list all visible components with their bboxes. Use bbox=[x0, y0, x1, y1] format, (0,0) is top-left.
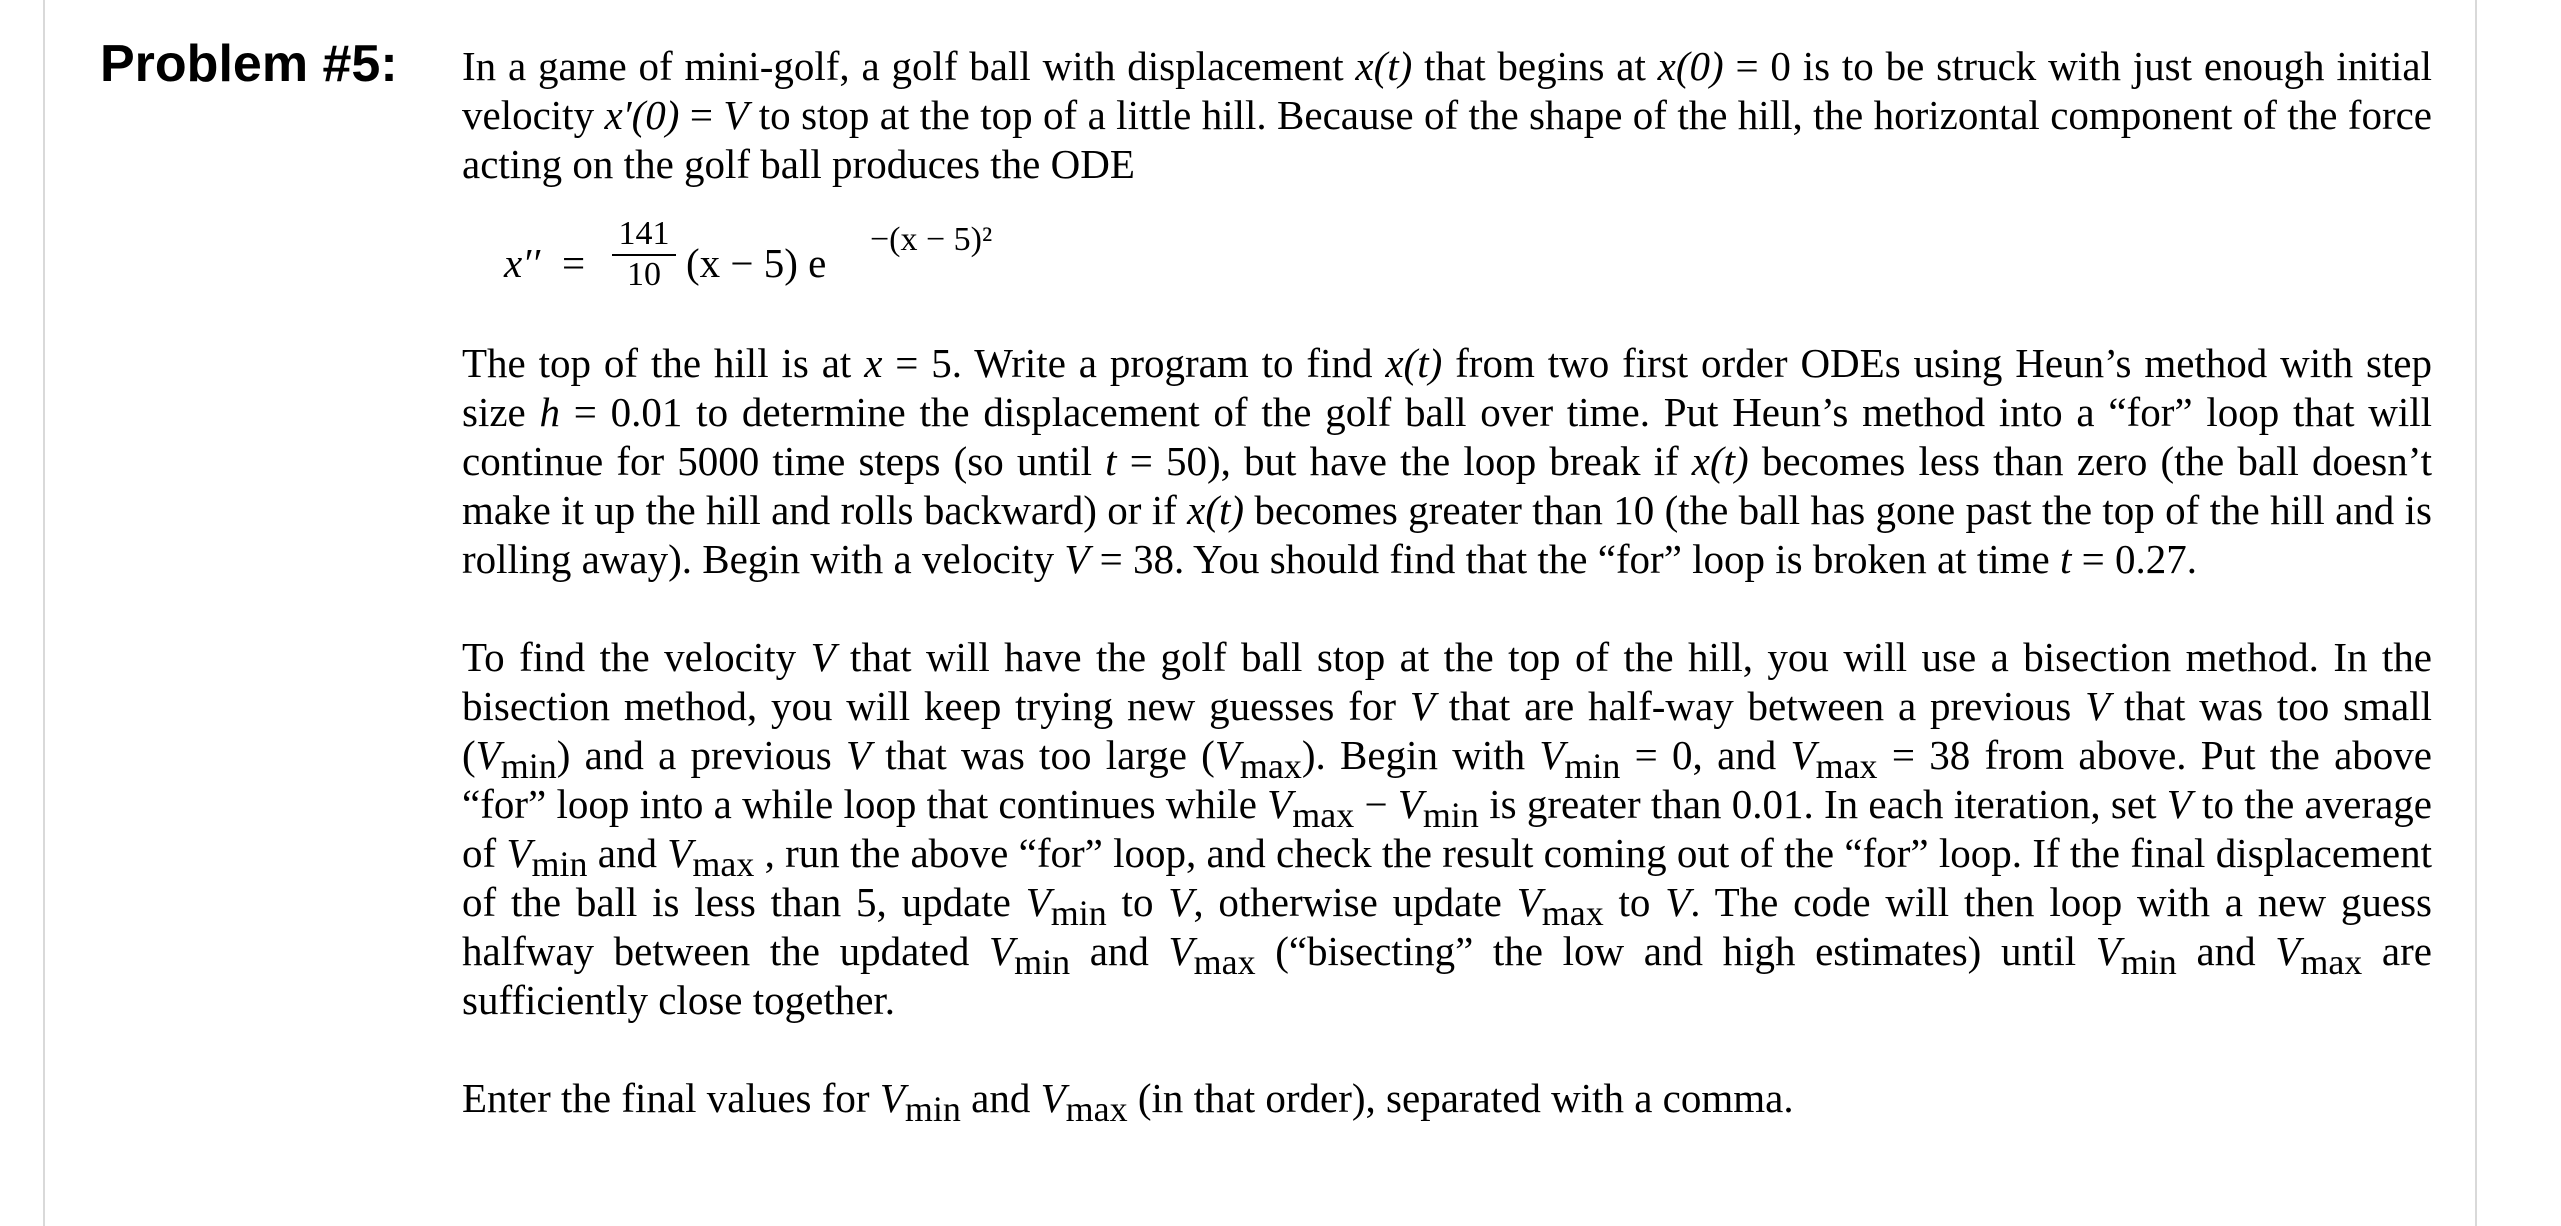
heun-paragraph: The top of the hill is at x = 5. Write a program to find x(t) from two first order ODEs using Heun’s method with step size h = 0.01 to determine the displacement of the golf ball over time. Put Heun’s method into a “for” loop that will continue for 5000 time steps (so until t = 50), but have the loop break if x(t) becomes less than zero (the ball doesn’t make it up the hill and rolls backward) or if x(t) becomes greater than 10 (the ball has gone past the top of the hill and is rolling away). Begin with a velocity V = 38. You should find that the “for” loop is broken at time t = 0.27. bbox=[462, 340, 2433, 582]
equation-equals: = bbox=[562, 240, 586, 286]
page-border-right bbox=[2475, 0, 2477, 1226]
problem-label: Problem #5: bbox=[100, 35, 398, 93]
equation-fraction bbox=[612, 215, 676, 294]
equation-lhs: x′′ bbox=[504, 240, 541, 286]
intro-paragraph: In a game of mini-golf, a golf ball with displacement x(t) that begins at x(0) = 0 is to be struck with just enough initial velocity x′(0) = V to stop at the top of a little hill. Because of the shape of the hill, the horizontal component of the force acting on the golf ball produces the ODE bbox=[462, 43, 2432, 187]
fraction-numerator: 141 bbox=[612, 215, 676, 256]
fraction-denominator: 10 bbox=[627, 256, 661, 293]
problem-body bbox=[462, 42, 2433, 1129]
page-border-left bbox=[43, 0, 45, 1226]
equation-factor: (x − 5) e bbox=[686, 240, 827, 286]
equation-exponent: −(x − 5)² bbox=[870, 221, 993, 258]
answer-prompt: Enter the final values for Vmin and Vmax (in that order), separated with a comma. bbox=[462, 1075, 1794, 1129]
bisection-paragraph: To find the velocity V that will have the golf ball stop at the top of the hill, you will use a bisection method. In the bisection method, you will keep trying new guesses for V that are half-way between a previous V that was too small (Vmin) and a previous V that was too large (Vmax). Begin with Vmin = 0, and Vmax = 38 from above. Put the above “for” loop into a while loop that continues while Vmax − Vmin is greater than 0.01. In each iteration, set V to the average of Vmin and Vmax , run the above “for” loop, and check the result coming out of the “for” loop. If the final displacement of the ball is less than 5, update Vmin to V, otherwise update Vmax to V. The code will then loop with a new guess halfway between the updated Vmin and Vmax (“bisecting” the low and high estimates) until Vmin and Vmax are sufficiently close together. bbox=[462, 634, 2433, 1023]
ode-equation bbox=[462, 215, 2432, 313]
